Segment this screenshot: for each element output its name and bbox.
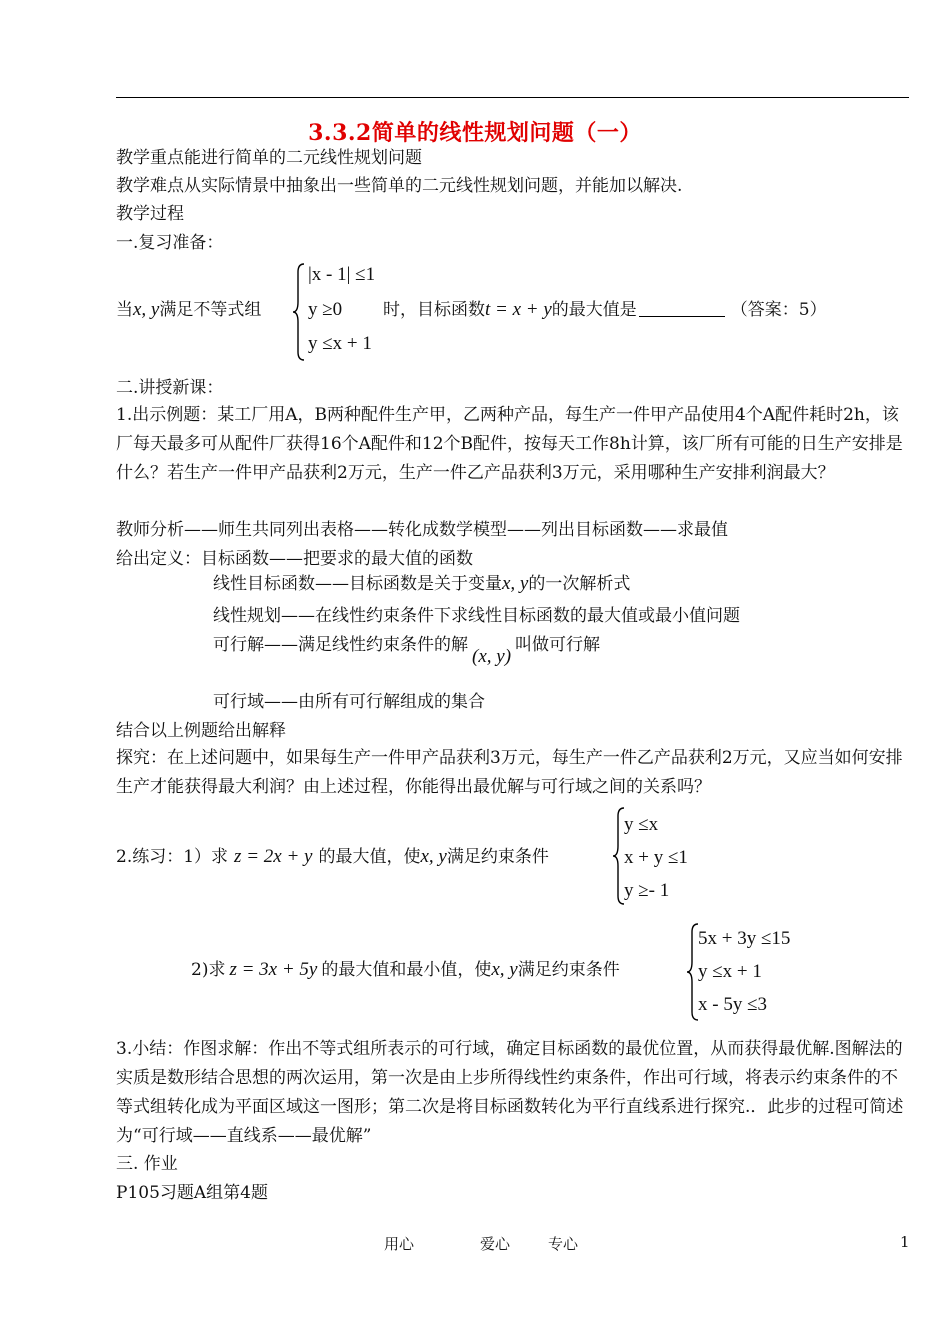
left-brace-icon (292, 262, 306, 362)
page-title: 3.3.2简单的线性规划问题（一） (308, 120, 642, 146)
constraint-row: y ≥0 (308, 299, 343, 320)
constraint-row: |x - 1| ≤1 (308, 264, 376, 285)
homework-task: P105习题A组第4题 (116, 1183, 268, 1203)
teacher-analysis: 教师分析——师生共同列出表格——转化成数学模型——列出目标函数——求最值 (116, 520, 728, 540)
difficulty: 教学难点从实际情景中抽象出一些简单的二元线性规划问题，并能加以解决. (116, 176, 683, 196)
definition-linear: 线性目标函数——目标函数是关于变量x, y的一次解析式 (213, 573, 631, 594)
definition-region: 可行域——由所有可行解组成的集合 (213, 692, 485, 712)
explore-question: 探究：在上述问题中，如果每生产一件甲产品获利3万元，每生产一件乙产品获利2万元，又应当如何安排生产才能获得最大利润？由上述过程，你能得出最优解与可行域之间的关系吗？ (116, 748, 903, 797)
constraint-row: y ≥- 1 (624, 880, 670, 901)
constraint-row: y ≤x + 1 (698, 961, 762, 982)
practice-1-objective: z = 2x + y (234, 846, 313, 867)
definition-lead: 给出定义：目标函数——把要求的最大值的函数 (116, 549, 473, 569)
review-question: 当x, y满足不等式组 (116, 299, 262, 320)
footer-motto-2: 爱心 (480, 1235, 511, 1253)
constraint-row: x + y ≤1 (624, 847, 688, 868)
example-problem: 1.出示例题：某工厂用A，B两种配件生产甲，乙两种产品，每生产一件甲产品使用4个A配件耗时2h，该厂每天最多可从配件厂获得16个A配件和12个B配件，按每天工作8h计算，该厂所有可能的日生产安排是什么？若生产一件甲产品获利2万元，生产一件乙产品获利3万元，采用哪种生产安排利润最大？ (116, 405, 903, 483)
constraint-row: x - 5y ≤3 (698, 994, 768, 1015)
review-heading: 一.复习准备： (116, 233, 224, 253)
key-point: 教学重点能进行简单的二元线性规划问题 (116, 148, 422, 168)
summary: 3.小结：作图求解：作出不等式组所表示的可行域，确定目标函数的最优位置，从而获得最优解.图解法的实质是数形结合思想的两次运用，第一次是由上步所得线性约束条件，作出可行域，将表示约束条件的不等式组转化成为平面区域这一图形；第二次是将目标函数转化为平行直线系进行探究.．此步的过程可简述为“可行域——直线系——最优解” (116, 1039, 904, 1146)
footer-motto-1: 用心 (384, 1235, 415, 1253)
definition-program: 线性规划——在线性约束条件下求线性目标函数的最大值或最小值问题 (213, 606, 740, 626)
practice-1: 2.练习：1）求 z = 2x + y 的最大值，使x, y满足约束条件 (116, 846, 549, 867)
review-vars: x, y (133, 299, 160, 320)
review-objective: t = x + y (485, 299, 552, 320)
practice-2: 2)求 z = 3x + 5y 的最大值和最小值，使x, y满足约束条件 (191, 959, 620, 980)
page-number: 1 (900, 1233, 910, 1251)
constraint-row: 5x + 3y ≤15 (698, 928, 791, 949)
process-heading: 教学过程 (116, 204, 184, 224)
lecture-heading: 二.讲授新课： (116, 378, 224, 398)
combine-note: 结合以上例题给出解释 (116, 721, 286, 741)
definition-feasible: 可行解——满足线性约束条件的解(x, y)叫做可行解 (213, 635, 601, 667)
constraint-row: y ≤x + 1 (308, 333, 372, 354)
answer-blank (639, 298, 725, 317)
footer-motto-3: 专心 (548, 1235, 579, 1253)
constraint-row: y ≤x (624, 814, 659, 835)
practice-2-objective: z = 3x + 5y (229, 959, 318, 980)
review-objective-text: 时，目标函数t = x + y的最大值是 （答案：5） (383, 299, 827, 320)
header-rule (116, 97, 909, 98)
homework-heading: 三. 作业 (116, 1154, 178, 1174)
